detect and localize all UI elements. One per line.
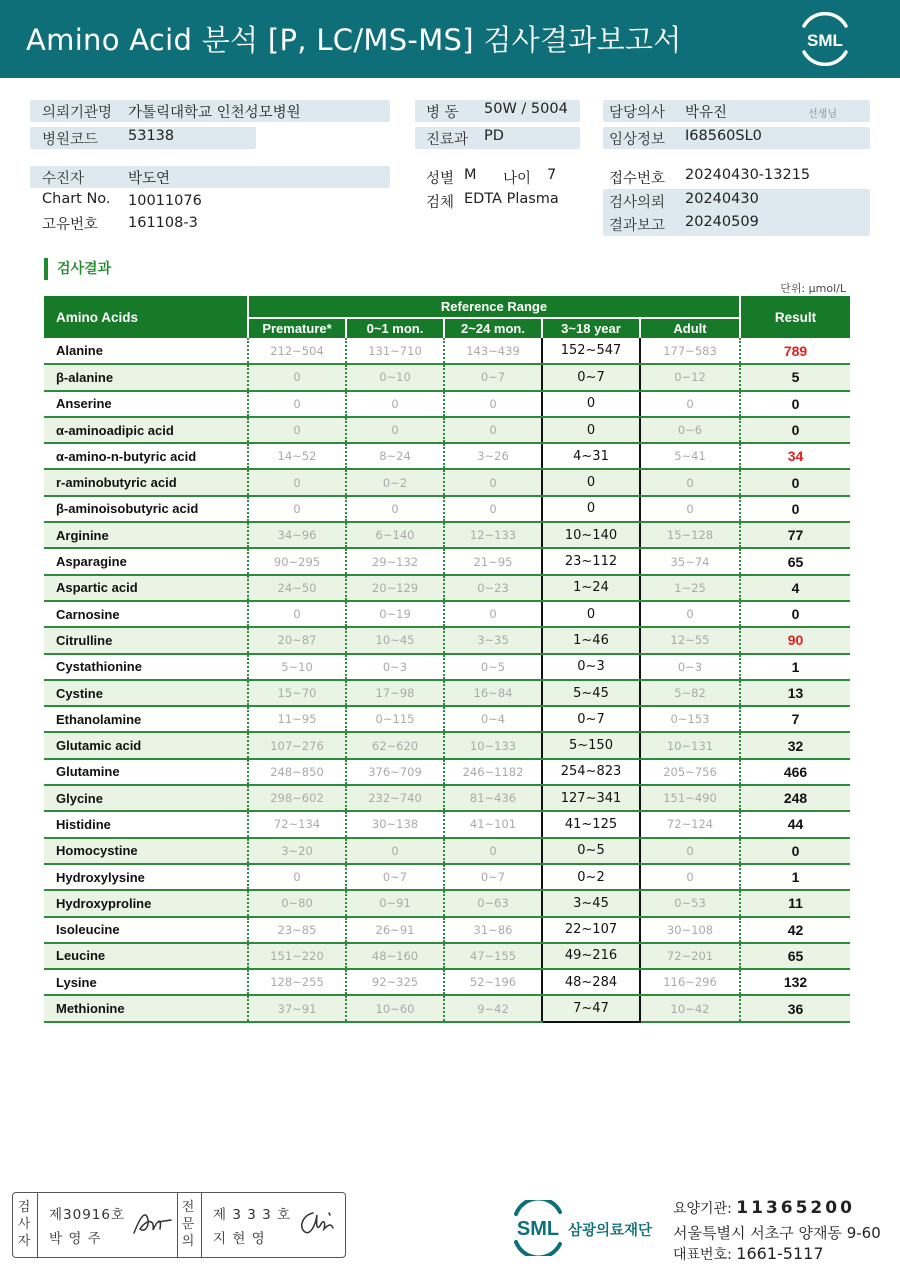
table-row — [44, 627, 850, 653]
reference-range-cell: 0~3 — [640, 654, 740, 680]
reference-range-cell: 20~87 — [248, 627, 346, 653]
reference-range-cell: 0 — [542, 417, 640, 443]
header-3-18-year: 3~18 year — [542, 318, 640, 338]
reference-range-cell: 15~128 — [640, 522, 740, 548]
reference-range-cell: 298~602 — [248, 785, 346, 811]
report-title: Amino Acid 분석 [P, LC/MS-MS] 검사결과보고서 — [26, 23, 682, 57]
requested-value: 20240430 — [685, 191, 759, 207]
amino-acid-name: Homocystine — [44, 838, 248, 864]
reference-range-cell: 3~35 — [444, 627, 542, 653]
results-table — [44, 296, 850, 1023]
report-header — [0, 0, 900, 78]
table-row — [44, 864, 850, 890]
department-label: 진료과 — [426, 132, 469, 148]
reference-range-cell: 24~50 — [248, 575, 346, 601]
table-row — [44, 785, 850, 811]
header-2-24-month: 2~24 mon. — [444, 318, 542, 338]
amino-acid-name: Anserine — [44, 391, 248, 417]
reference-range-cell: 26~91 — [346, 917, 444, 943]
amino-acid-name: Glycine — [44, 785, 248, 811]
sml-logo-icon — [796, 12, 854, 66]
reference-range-cell: 3~26 — [444, 443, 542, 469]
reference-range-cell: 15~70 — [248, 680, 346, 706]
divider — [201, 1193, 202, 1257]
amino-acid-name: Histidine — [44, 811, 248, 837]
reference-range-cell: 0~91 — [346, 890, 444, 916]
reference-range-cell: 0~23 — [444, 575, 542, 601]
reference-range-cell: 10~133 — [444, 732, 542, 758]
reference-range-cell: 41~101 — [444, 811, 542, 837]
result-value: 0 — [740, 469, 850, 495]
reference-range-cell: 116~296 — [640, 969, 740, 995]
result-value: 36 — [740, 995, 850, 1021]
reference-range-cell: 0 — [542, 601, 640, 627]
reference-range-cell: 37~91 — [248, 995, 346, 1021]
examiner-signature-icon — [131, 1207, 173, 1239]
reference-range-cell: 143~439 — [444, 338, 542, 364]
table-row — [44, 917, 850, 943]
unique-no-value: 161108-3 — [128, 215, 198, 231]
reference-range-cell: 1~46 — [542, 627, 640, 653]
footer-logo — [510, 1200, 666, 1260]
amino-acid-name: Cystine — [44, 680, 248, 706]
receipt-label: 접수번호 — [609, 171, 666, 187]
result-value: 1 — [740, 654, 850, 680]
reference-range-cell: 0 — [248, 496, 346, 522]
result-value: 65 — [740, 548, 850, 574]
table-row — [44, 522, 850, 548]
patient-name-label: 수진자 — [42, 171, 85, 187]
unit-label: 단위: μmol/L — [780, 282, 846, 295]
svg-text:삼광의료재단: 삼광의료재단 — [568, 1223, 653, 1239]
table-row — [44, 811, 850, 837]
reference-range-cell: 0~7 — [444, 364, 542, 390]
reference-range-cell: 5~82 — [640, 680, 740, 706]
reference-range-cell: 0~5 — [542, 838, 640, 864]
reference-range-cell: 0~3 — [346, 654, 444, 680]
table-row — [44, 391, 850, 417]
reference-range-cell: 0~153 — [640, 706, 740, 732]
result-value: 13 — [740, 680, 850, 706]
reference-range-cell: 131~710 — [346, 338, 444, 364]
reference-range-cell: 0 — [640, 391, 740, 417]
result-value: 1 — [740, 864, 850, 890]
reference-range-cell: 0 — [346, 417, 444, 443]
reference-range-cell: 128~255 — [248, 969, 346, 995]
reference-range-cell: 0~53 — [640, 890, 740, 916]
examiner-name: 박 영 주 — [49, 1231, 102, 1247]
amino-acid-name: Isoleucine — [44, 917, 248, 943]
reference-range-cell: 14~52 — [248, 443, 346, 469]
reference-range-cell: 17~98 — [346, 680, 444, 706]
table-row — [44, 759, 850, 785]
reference-range-cell: 29~132 — [346, 548, 444, 574]
result-value: 7 — [740, 706, 850, 732]
reference-range-cell: 0 — [542, 496, 640, 522]
reference-range-cell: 12~133 — [444, 522, 542, 548]
reference-range-cell: 0 — [444, 417, 542, 443]
doctor-label: 담당의사 — [609, 105, 666, 121]
reference-range-cell: 10~42 — [640, 995, 740, 1021]
reference-range-cell: 81~436 — [444, 785, 542, 811]
reference-range-cell: 212~504 — [248, 338, 346, 364]
reference-range-cell: 205~756 — [640, 759, 740, 785]
reference-range-cell: 1~25 — [640, 575, 740, 601]
specialist-name: 지 현 영 — [213, 1231, 266, 1247]
header-result: Result — [740, 296, 850, 338]
reference-range-cell: 20~129 — [346, 575, 444, 601]
amino-acid-name: r-aminobutyric acid — [44, 469, 248, 495]
doctor-suffix: 선생님 — [808, 109, 837, 120]
table-row — [44, 469, 850, 495]
ward-value: 50W / 5004 — [484, 101, 568, 117]
result-value: 5 — [740, 364, 850, 390]
examiner-label: 검사자 — [17, 1200, 31, 1249]
result-value: 65 — [740, 943, 850, 969]
reference-range-cell: 5~150 — [542, 732, 640, 758]
chart-no-value: 10011076 — [128, 193, 202, 209]
reference-range-cell: 23~112 — [542, 548, 640, 574]
specialist-license: 제 3 3 3 호 — [213, 1207, 292, 1223]
header-amino-acids: Amino Acids — [44, 296, 248, 338]
reference-range-cell: 41~125 — [542, 811, 640, 837]
reference-range-cell: 0~12 — [640, 364, 740, 390]
reference-range-cell: 0~80 — [248, 890, 346, 916]
reference-range-cell: 48~160 — [346, 943, 444, 969]
amino-acid-name: Arginine — [44, 522, 248, 548]
chart-no-label: Chart No. — [42, 191, 111, 207]
reference-range-cell: 72~134 — [248, 811, 346, 837]
table-row — [44, 732, 850, 758]
reference-range-cell: 22~107 — [542, 917, 640, 943]
reference-range-cell: 0 — [248, 417, 346, 443]
doctor-value: 박유진 — [685, 105, 728, 121]
result-value: 4 — [740, 575, 850, 601]
amino-acid-name: Glutamine — [44, 759, 248, 785]
result-value: 90 — [740, 627, 850, 653]
svg-text:SML: SML — [807, 31, 843, 50]
reference-range-cell: 3~20 — [248, 838, 346, 864]
result-value: 248 — [740, 785, 850, 811]
requested-label: 검사의뢰 — [609, 195, 666, 211]
table-row — [44, 838, 850, 864]
sex-label: 성별 — [426, 171, 455, 187]
result-value: 77 — [740, 522, 850, 548]
divider — [37, 1193, 38, 1257]
header-0-1-month: 0~1 mon. — [346, 318, 444, 338]
reference-range-cell: 4~31 — [542, 443, 640, 469]
reference-range-cell: 0~2 — [346, 469, 444, 495]
reference-range-cell: 0~7 — [346, 864, 444, 890]
amino-acid-name: α-amino-n-butyric acid — [44, 443, 248, 469]
reference-range-cell: 0~7 — [542, 706, 640, 732]
reference-range-cell: 177~583 — [640, 338, 740, 364]
reference-range-cell: 0 — [640, 496, 740, 522]
sml-footer-logo-icon — [510, 1200, 666, 1256]
reference-range-cell: 0 — [640, 469, 740, 495]
reference-range-cell: 0~63 — [444, 890, 542, 916]
age-label: 나이 — [503, 171, 532, 187]
reference-range-cell: 0 — [444, 601, 542, 627]
examiner-license: 제30916호 — [49, 1207, 126, 1223]
reference-range-cell: 151~490 — [640, 785, 740, 811]
result-value: 44 — [740, 811, 850, 837]
reference-range-cell: 5~10 — [248, 654, 346, 680]
patient-name-value: 박도연 — [128, 171, 171, 187]
reference-range-cell: 0 — [444, 391, 542, 417]
reference-range-cell: 10~140 — [542, 522, 640, 548]
table-row — [44, 969, 850, 995]
amino-acid-name: Glutamic acid — [44, 732, 248, 758]
reported-value: 20240509 — [685, 214, 759, 230]
reference-range-cell: 10~45 — [346, 627, 444, 653]
reference-range-cell: 151~220 — [248, 943, 346, 969]
reference-range-cell: 0~3 — [542, 654, 640, 680]
reference-range-cell: 0~2 — [542, 864, 640, 890]
reference-range-cell: 0 — [640, 838, 740, 864]
sex-value: M — [464, 167, 477, 183]
table-row — [44, 338, 850, 364]
reference-range-cell: 5~45 — [542, 680, 640, 706]
footer-address: 서울특별시 서초구 양재동 9-60 — [673, 1224, 881, 1242]
reference-range-cell: 35~74 — [640, 548, 740, 574]
reference-range-cell: 52~196 — [444, 969, 542, 995]
reference-range-cell: 0 — [444, 496, 542, 522]
ward-label: 병 동 — [426, 105, 459, 121]
result-value: 789 — [740, 338, 850, 364]
reference-range-cell: 152~547 — [542, 338, 640, 364]
reference-range-cell: 62~620 — [346, 732, 444, 758]
table-row — [44, 575, 850, 601]
reference-range-cell: 127~341 — [542, 785, 640, 811]
reference-range-cell: 9~42 — [444, 995, 542, 1021]
table-row — [44, 654, 850, 680]
reference-range-cell: 0~19 — [346, 601, 444, 627]
amino-acid-name: Hydroxyproline — [44, 890, 248, 916]
result-value: 0 — [740, 391, 850, 417]
reference-range-cell: 0 — [248, 469, 346, 495]
reference-range-cell: 107~276 — [248, 732, 346, 758]
reference-range-cell: 92~325 — [346, 969, 444, 995]
reference-range-cell: 72~124 — [640, 811, 740, 837]
table-row — [44, 680, 850, 706]
result-value: 34 — [740, 443, 850, 469]
reference-range-cell: 6~140 — [346, 522, 444, 548]
reference-range-cell: 0~5 — [444, 654, 542, 680]
specimen-value: EDTA Plasma — [464, 191, 559, 207]
amino-acid-name: Ethanolamine — [44, 706, 248, 732]
reference-range-cell: 0 — [542, 469, 640, 495]
table-row — [44, 890, 850, 916]
reference-range-cell: 0 — [640, 864, 740, 890]
reference-range-cell: 0~7 — [542, 364, 640, 390]
receipt-value: 20240430-13215 — [685, 167, 811, 183]
reference-range-cell: 376~709 — [346, 759, 444, 785]
reference-range-cell: 0~4 — [444, 706, 542, 732]
reference-range-cell: 12~55 — [640, 627, 740, 653]
section-title: 검사결과 — [44, 258, 111, 280]
amino-acid-name: Methionine — [44, 995, 248, 1021]
amino-acid-name: β-aminoisobutyric acid — [44, 496, 248, 522]
reference-range-cell: 0 — [346, 496, 444, 522]
header-premature: Premature* — [248, 318, 346, 338]
hospital-code-label: 병원코드 — [42, 132, 99, 148]
reference-range-cell: 248~850 — [248, 759, 346, 785]
reference-range-cell: 246~1182 — [444, 759, 542, 785]
institution-value: 가톨릭대학교 인천성모병원 — [128, 105, 301, 121]
signature-box — [12, 1192, 346, 1258]
header-adult: Adult — [640, 318, 740, 338]
institution-label: 의뢰기관명 — [42, 105, 113, 121]
result-value: 466 — [740, 759, 850, 785]
reference-range-cell: 31~86 — [444, 917, 542, 943]
amino-acid-name: Asparagine — [44, 548, 248, 574]
reference-range-cell: 0 — [248, 391, 346, 417]
reference-range-cell: 10~60 — [346, 995, 444, 1021]
reference-range-cell: 16~84 — [444, 680, 542, 706]
table-row — [44, 601, 850, 627]
hospital-code-value: 53138 — [128, 128, 175, 144]
reference-range-cell: 10~131 — [640, 732, 740, 758]
specialist-label: 전문의 — [181, 1200, 195, 1249]
amino-acid-name: β-alanine — [44, 364, 248, 390]
table-row — [44, 496, 850, 522]
result-value: 11 — [740, 890, 850, 916]
unique-no-label: 고유번호 — [42, 217, 99, 233]
reference-range-cell: 0 — [346, 838, 444, 864]
reference-range-cell: 0 — [444, 838, 542, 864]
reference-range-cell: 0 — [248, 364, 346, 390]
reference-range-cell: 0~10 — [346, 364, 444, 390]
reference-range-cell: 3~45 — [542, 890, 640, 916]
reference-range-cell: 1~24 — [542, 575, 640, 601]
reference-range-cell: 49~216 — [542, 943, 640, 969]
amino-acid-name: Citrulline — [44, 627, 248, 653]
result-value: 42 — [740, 917, 850, 943]
reference-range-cell: 34~96 — [248, 522, 346, 548]
amino-acid-name: Cystathionine — [44, 654, 248, 680]
table-row — [44, 943, 850, 969]
result-value: 0 — [740, 417, 850, 443]
result-value: 32 — [740, 732, 850, 758]
department-value: PD — [484, 128, 504, 144]
reference-range-cell: 47~155 — [444, 943, 542, 969]
reference-range-cell: 21~95 — [444, 548, 542, 574]
reference-range-cell: 48~284 — [542, 969, 640, 995]
table-row — [44, 548, 850, 574]
reference-range-cell: 0 — [542, 391, 640, 417]
clinical-label: 임상정보 — [609, 132, 666, 148]
table-row — [44, 706, 850, 732]
amino-acid-name: Carnosine — [44, 601, 248, 627]
reference-range-cell: 8~24 — [346, 443, 444, 469]
reference-range-cell: 0 — [346, 391, 444, 417]
reference-range-cell: 72~201 — [640, 943, 740, 969]
table-row — [44, 364, 850, 390]
reference-range-cell: 0 — [640, 601, 740, 627]
specialist-signature-icon — [295, 1207, 339, 1239]
institution-code: 요양기관: 11365200 — [673, 1198, 855, 1218]
reference-range-cell: 30~108 — [640, 917, 740, 943]
result-value: 0 — [740, 838, 850, 864]
table-row — [44, 417, 850, 443]
amino-acid-name: Hydroxylysine — [44, 864, 248, 890]
result-value: 0 — [740, 601, 850, 627]
result-value: 132 — [740, 969, 850, 995]
result-value: 0 — [740, 496, 850, 522]
amino-acid-name: Leucine — [44, 943, 248, 969]
amino-acid-name: Alanine — [44, 338, 248, 364]
divider — [177, 1193, 178, 1257]
reference-range-cell: 254~823 — [542, 759, 640, 785]
table-row — [44, 995, 850, 1021]
footer-phone: 대표번호: 1661-5117 — [673, 1244, 824, 1263]
reference-range-cell: 30~138 — [346, 811, 444, 837]
reference-range-cell: 11~95 — [248, 706, 346, 732]
clinical-value: I68560SL0 — [685, 128, 762, 144]
table-row — [44, 443, 850, 469]
reference-range-cell: 90~295 — [248, 548, 346, 574]
amino-acid-name: Aspartic acid — [44, 575, 248, 601]
reference-range-cell: 23~85 — [248, 917, 346, 943]
reference-range-cell: 0~7 — [444, 864, 542, 890]
reference-range-cell: 7~47 — [542, 995, 640, 1021]
specimen-label: 검체 — [426, 195, 455, 211]
header-reference-range: Reference Range — [248, 296, 740, 318]
reference-range-cell: 5~41 — [640, 443, 740, 469]
reference-range-cell: 0 — [248, 601, 346, 627]
reported-label: 결과보고 — [609, 218, 666, 234]
reference-range-cell: 0 — [248, 864, 346, 890]
age-value: 7 — [547, 167, 557, 183]
reference-range-cell: 0~6 — [640, 417, 740, 443]
amino-acid-name: α-aminoadipic acid — [44, 417, 248, 443]
svg-text:SML: SML — [516, 1218, 560, 1240]
amino-acid-name: Lysine — [44, 969, 248, 995]
reference-range-cell: 0 — [444, 469, 542, 495]
reference-range-cell: 232~740 — [346, 785, 444, 811]
reference-range-cell: 0~115 — [346, 706, 444, 732]
